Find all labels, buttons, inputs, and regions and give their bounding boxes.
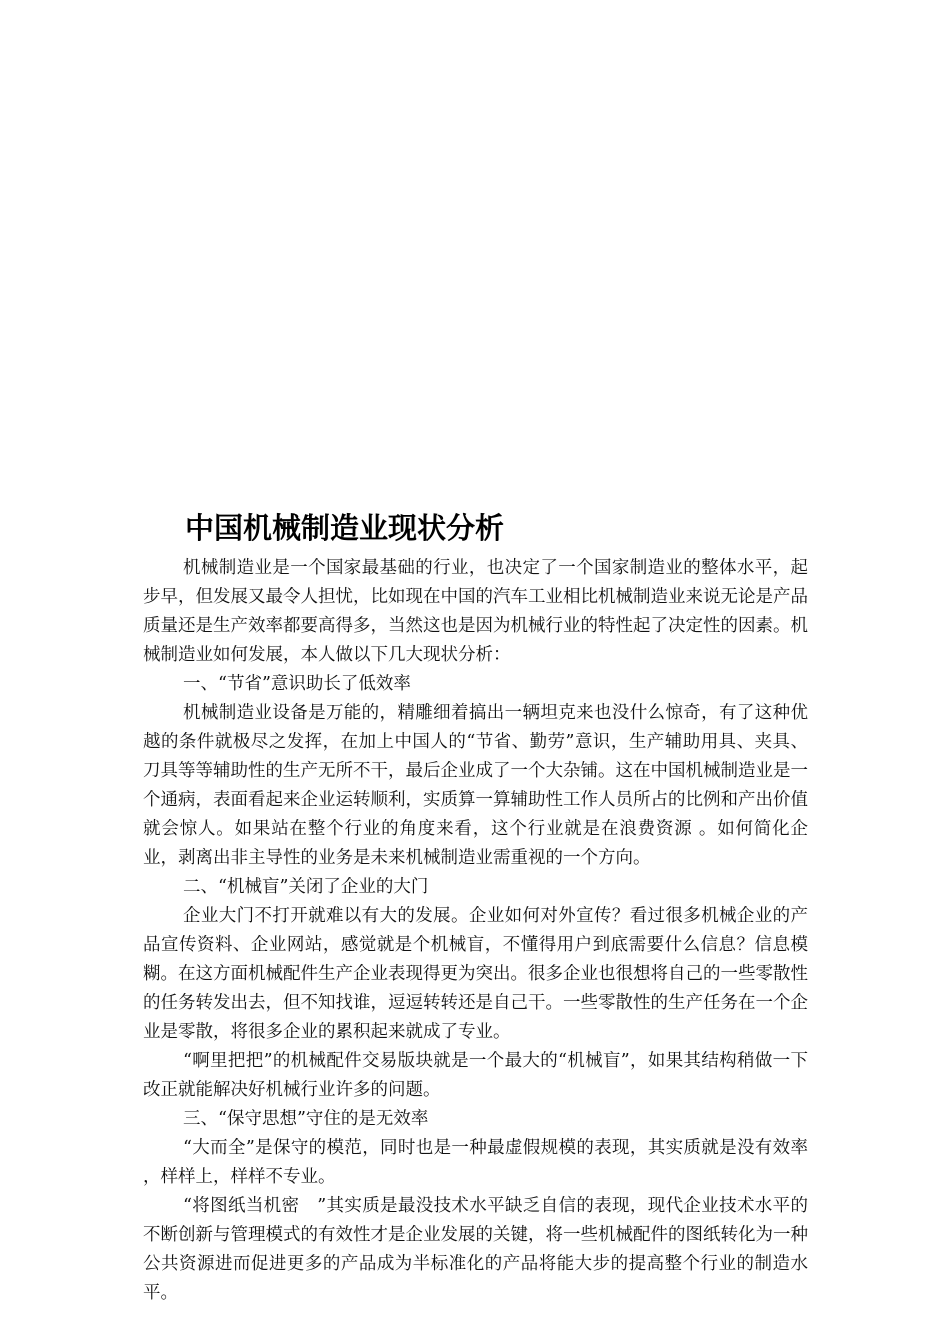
section-heading-1: 一、“节省”意识助长了低效率: [183, 674, 411, 694]
paragraph-section-2: 企业大门不打开就难以有大的发展。企业如何对外宣传？看过很多机械企业的产品宣传资料、企业网站，感觉就是个机械盲，不懂得用户到底需要什么信息？信息模糊。在这方面机械配件生产企业表现得更为突出。很多企业也很想将自己的一些零散性的任务转发出去，但不知找谁，逗逗转转还是自己干。一些零散性的生产任务在一个企业是零散，将很多企业的累积起来就成了专业。: [143, 906, 808, 1042]
section-heading-3: 三、“保守思想”守住的是无效率: [183, 1109, 429, 1129]
paragraph-section-2-note: “啊里把把”的机械配件交易版块就是一个最大的“机械盲”，如果其结构稍做一下改正就能解决好机械行业许多的问题。: [143, 1051, 808, 1100]
paragraph-section-3-b: “将图纸当机密 ”其实质是最没技术水平缺乏自信的表现，现代企业技术水平的不断创新与管理模式的有效性才是企业发展的关键，将一些机械配件的图纸转化为一种公共资源进而促进更多的产品成为半标准化的产品将能大步的提高整个行业的制造水平。: [143, 1196, 808, 1303]
paragraph-section-3-a: “大而全”是保守的模范，同时也是一种最虚假规模的表现，其实质就是没有效率 ，样样上，样样不专业。: [143, 1138, 808, 1187]
document-body: [143, 508, 808, 1308]
section-heading-2: 二、“机械盲”关闭了企业的大门: [183, 877, 429, 897]
paragraph-section-1: 机械制造业设备是万能的，精雕细着搞出一辆坦克来也没什么惊奇，有了这种优越的条件就极尽之发挥，在加上中国人的“节省、勤劳”意识，生产辅助用具、夹具、刀具等等辅助性的生产无所不干，最后企业成了一个大杂铺。这在中国机械制造业是一个通病，表面看起来企业运转顺利，实质算一算辅助性工作人员所占的比例和产出价值就会惊人。如果站在整个行业的角度来看，这个行业就是在浪费资源 。如何简化企业，剥离出非主导性的业务是未来机械制造业需重视的一个方向。: [143, 703, 808, 868]
paragraph-intro: 机械制造业是一个国家最基础的行业，也决定了一个国家制造业的整体水平，起步早，但发展又最令人担忧，比如现在中国的汽车工业相比机械制造业来说无论是产品质量还是生产效率都要高得多，当然这也是因为机械行业的特性起了决定性的因素。机械制造业如何发展，本人做以下几大现状分析：: [143, 558, 808, 665]
document-title: 中国机械制造业现状分析: [185, 511, 505, 545]
